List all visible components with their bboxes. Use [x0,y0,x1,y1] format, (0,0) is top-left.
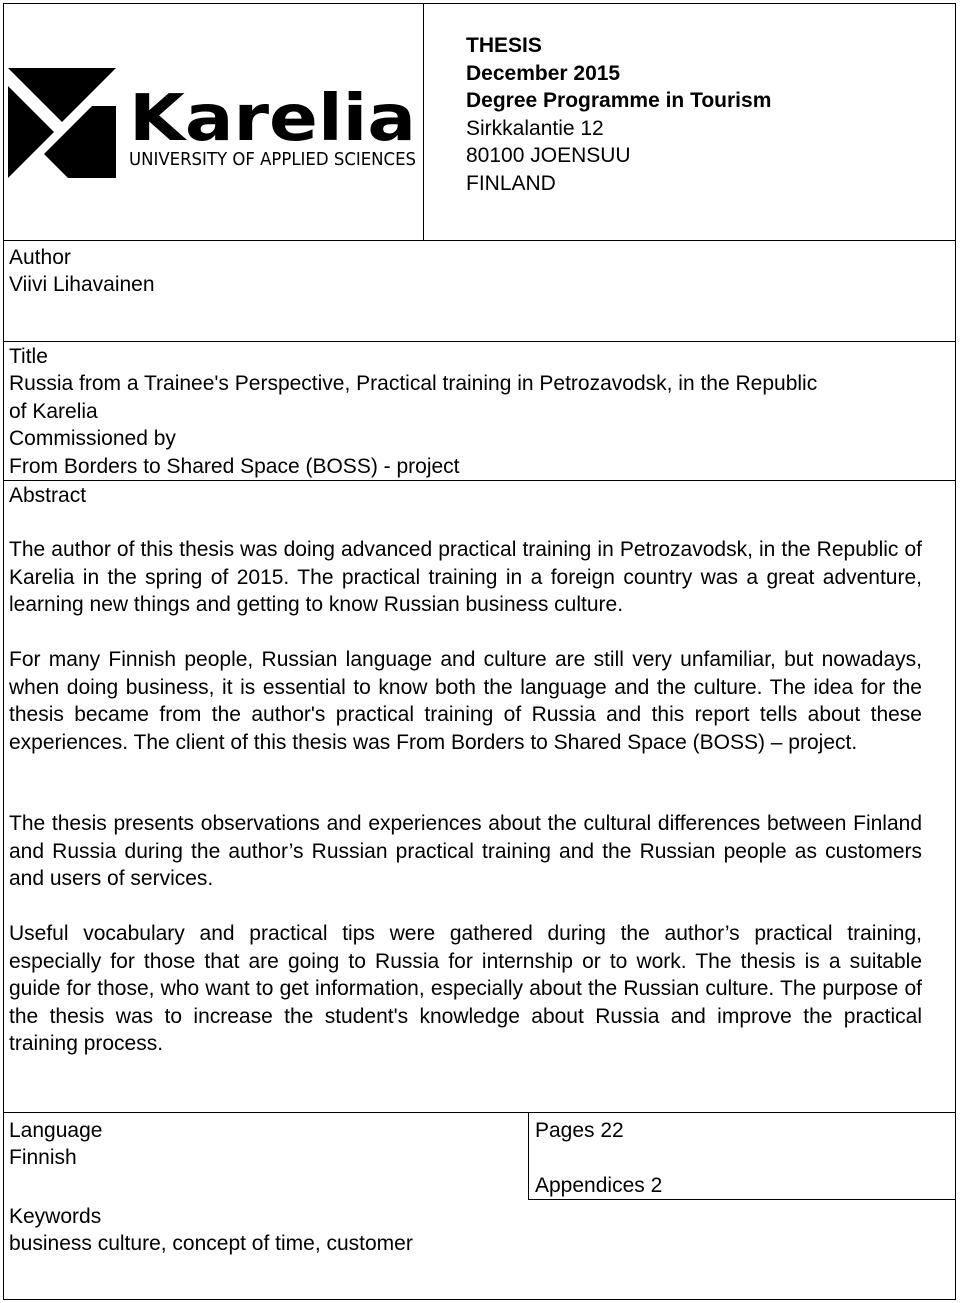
address-country: FINLAND [466,171,556,195]
keywords-label: Keywords [9,1205,102,1228]
title-label: Title [9,345,48,368]
language-value: Finnish [9,1146,77,1169]
karelia-logo-mark [8,66,418,181]
rule-below-abstract [3,1112,956,1113]
abstract-label: Abstract [9,484,87,507]
logo-wordmark: Karelia [129,82,416,156]
author-name: Viivi Lihavainen [9,273,155,296]
title-line-1: Russia from a Trainee's Perspective, Practical training in Petrozavodsk, in the Republic [9,372,818,395]
language-pages-divider [528,1112,529,1200]
title-line-2: of Karelia [9,400,98,423]
abstract-paragraph-2: For many Finnish people, Russian language and culture are still very unfamiliar, but nowadays, when doing business, it is essential to know both the language and the culture. The idea for the thesis became from the author's practical training of Russia and this report tells about these experiences. The client of this thesis was From Borders to Shared Space (BOSS) – project. [9,648,922,754]
header-divider [423,3,424,241]
abstract-paragraph-1: The author of this thesis was doing advanced practical training in Petrozavodsk, in the Republic of Karelia in the spring of 2015. The practical training in a foreign country was a great adventure, learning new things and getting to know Russian business culture. [9,538,922,616]
address-street: Sirkkalantie 12 [466,116,604,140]
abstract-paragraph-4: Useful vocabulary and practical tips were gathered during the author’s practical training, especially for those that are going to Russia for internship or to work. The thesis is a suitable guide for those, who want to get information, especially about the Russian culture. The purpose of the thesis was to increase the student's knowledge about Russia and improve the practical training process. [9,922,922,1055]
logo-subtitle: UNIVERSITY OF APPLIED SCIENCES [129,150,416,170]
appendices-count: Appendices 2 [535,1174,663,1197]
address-city: 80100 JOENSUU [466,144,631,167]
karelia-logo [8,66,418,186]
degree-programme: Degree Programme in Tourism [466,89,772,112]
thesis-heading: THESIS [466,34,542,57]
commissioned-value: From Borders to Shared Space (BOSS) - project [9,455,460,478]
author-label: Author [9,246,71,269]
rule-below-author [3,341,956,342]
commissioned-label: Commissioned by [9,427,176,450]
header-info [466,32,771,197]
rule-below-header [3,240,956,241]
language-label: Language [9,1119,103,1142]
keywords-value: business culture, concept of time, customer [9,1232,413,1255]
pages-count: Pages 22 [535,1119,624,1142]
thesis-date: December 2015 [466,61,621,85]
abstract-paragraph-3: The thesis presents observations and experiences about the cultural differences between Finland and Russia during the author’s Russian practical training and the Russian people as customers and users of services. [9,812,922,890]
